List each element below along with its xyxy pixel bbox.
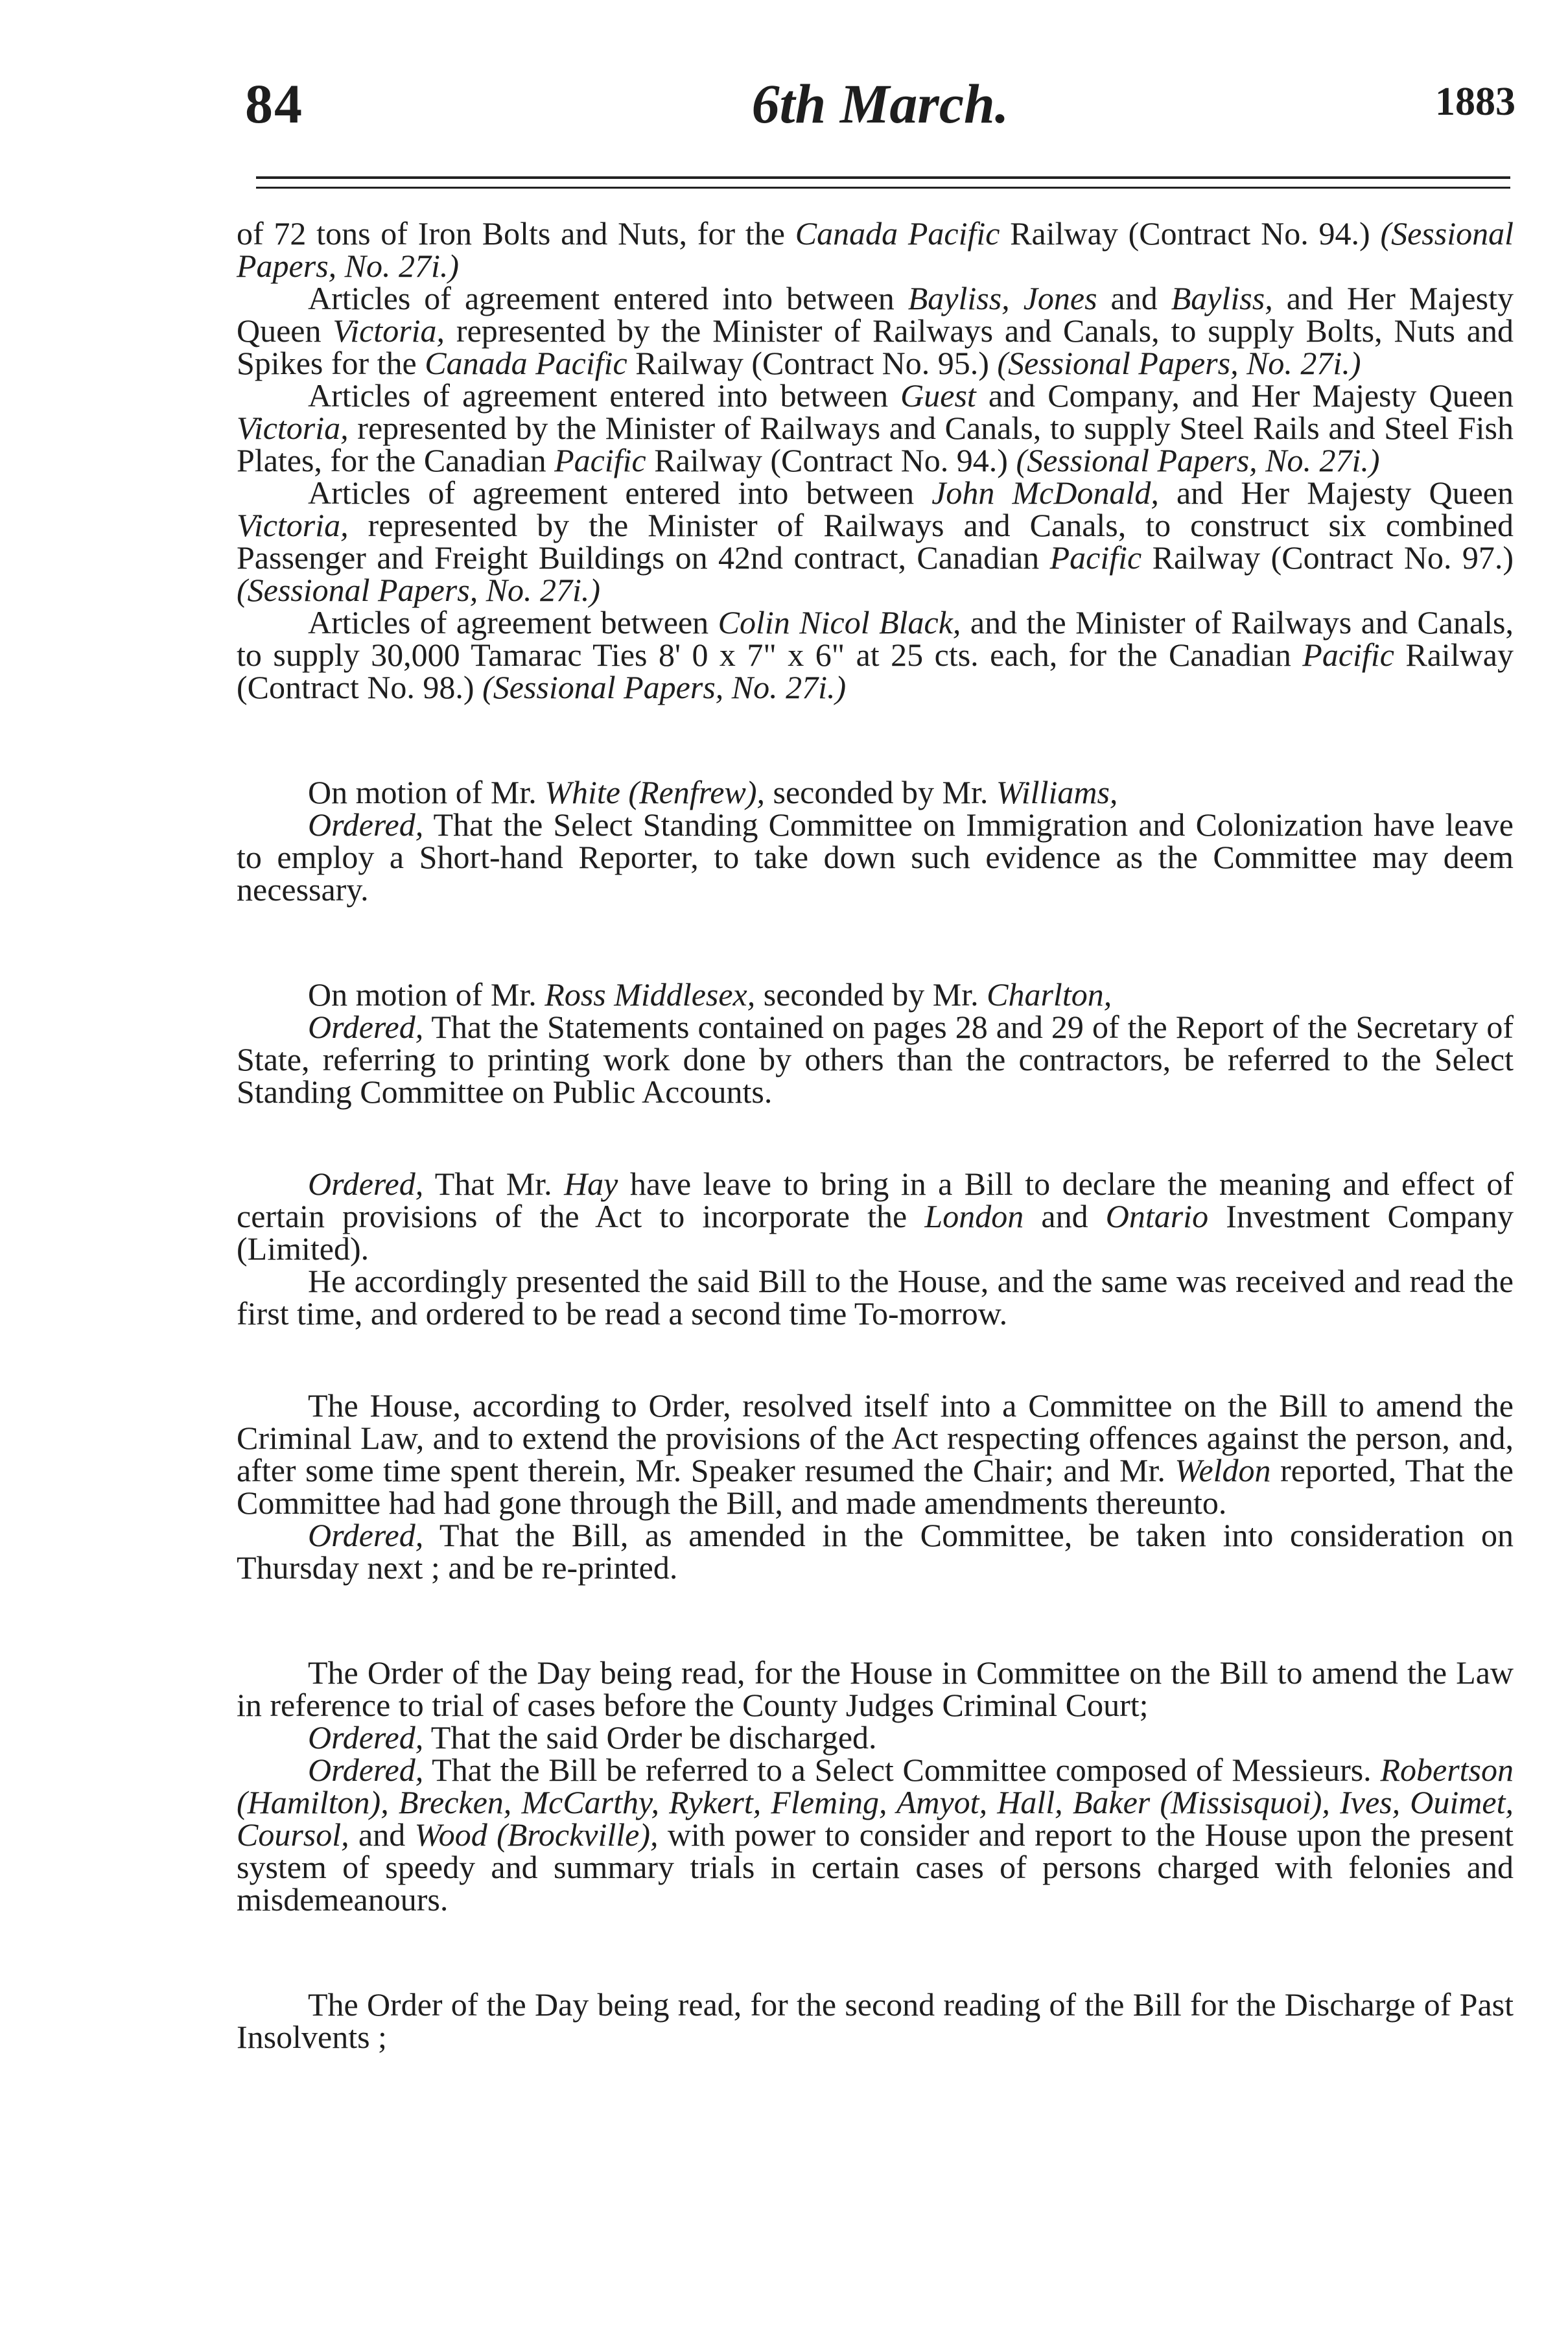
italic-text: John McDonald, [931, 475, 1159, 511]
text-run: That Mr. [423, 1166, 565, 1202]
text-run: On motion of Mr. [308, 976, 545, 1013]
paragraph [237, 1265, 1514, 1330]
text-run: and [1024, 1198, 1106, 1234]
paragraph [237, 476, 1514, 606]
italic-text: Bayliss, Jones [907, 280, 1097, 316]
italic-text: Pacific [1302, 637, 1394, 673]
section-gap [237, 1330, 1514, 1389]
text-run: and Her Majesty Queen [237, 280, 1514, 349]
italic-text: Williams, [996, 774, 1118, 810]
text-run: Railway (Contract No. 94.) [1000, 215, 1381, 252]
text-run: Articles of agreement entered into between [308, 377, 901, 414]
journal-body [237, 217, 1514, 2053]
italic-text: (Sessional Papers, No. 27i.) [237, 572, 601, 608]
section-gap [237, 1108, 1514, 1168]
paragraph [237, 776, 1514, 808]
italic-text: Ordered, [308, 1752, 424, 1788]
italic-text: Bayliss, [1171, 280, 1273, 316]
italic-text: Colin Nicol Black, [718, 604, 961, 640]
text-run: and the Minister of Railways and Canals, to supply 30,000 Tamarac Ties 8' 0 x 7" x 6" at 25 cts. each, for the Canadian [237, 604, 1514, 673]
text-run: and [349, 1816, 415, 1853]
text-run: seconded by Mr. [765, 774, 996, 810]
text-run: seconded by Mr. [755, 976, 987, 1013]
italic-text: Guest [900, 377, 976, 414]
text-run: reported, That the Committee had had gone through the Bill, and made amendments thereunto. [237, 1452, 1514, 1521]
italic-text: Ordered, [308, 1517, 424, 1553]
italic-text: Weldon [1175, 1452, 1271, 1488]
italic-text: Charlton, [987, 976, 1112, 1013]
text-run: That the Select Standing Committee on Immigration and Colonization have leave to employ a Short-hand Reporter, to take down such evidence as the Committee may deem necessary. [237, 806, 1514, 908]
text-run: and Her Majesty Queen [1158, 475, 1514, 511]
text-run: with power to consider and report to the House upon the present system of speedy and summary trials in certain cases of persons charged with felonies and misdemeanours. [237, 1816, 1514, 1918]
header-rule-bottom [256, 187, 1510, 189]
text-run: That the Bill, as amended in the Committee, be taken into consideration on Thursday next ; and be re-printed. [237, 1517, 1514, 1586]
paragraph [237, 1721, 1514, 1754]
paragraph [237, 1656, 1514, 1721]
paragraph [237, 379, 1514, 476]
italic-text: London [924, 1198, 1024, 1234]
text-run: represented by the Minister of Railways and Canals, to supply Steel Rails and Steel Fish Plates, for the Canadian [237, 410, 1514, 478]
header-rule-top [256, 176, 1510, 179]
italic-text: Pacific [1049, 539, 1142, 576]
paragraph [237, 1754, 1514, 1916]
italic-text: Victoria, [237, 410, 349, 446]
italic-text: Ontario [1105, 1198, 1209, 1234]
italic-text: (Sessional Papers, No. 27i.) [482, 669, 847, 705]
italic-text: Ordered, [308, 806, 424, 843]
paragraph [237, 282, 1514, 379]
paragraph [237, 217, 1514, 282]
italic-text: White (Renfrew), [544, 774, 765, 810]
text-run: Investment Company (Limited). [237, 1198, 1514, 1267]
italic-text: Ordered, [308, 1009, 424, 1045]
section-gap [237, 703, 1514, 776]
text-run: Railway (Contract No. 95.) [627, 345, 998, 381]
italic-text: Canada Pacific [795, 215, 1000, 252]
italic-text: Canada Pacific [425, 345, 627, 381]
italic-text: Ross Middlesex, [544, 976, 756, 1013]
text-run: Articles of agreement entered into between [308, 280, 908, 316]
page-date: 6th March. [751, 73, 1009, 135]
text-run: Articles of agreement entered into between [308, 475, 932, 511]
paragraph [237, 978, 1514, 1011]
italic-text: Pacific [554, 442, 646, 478]
paragraph [237, 1988, 1514, 2053]
paragraph [237, 1519, 1514, 1584]
text-run: He accordingly presented the said Bill to the House, and the same was received and read the first time, and ordered to be read a second time To-morrow. [237, 1263, 1514, 1332]
text-run: of 72 tons of Iron Bolts and Nuts, for the [237, 215, 795, 252]
text-run: and Company, and Her Majesty Queen [976, 377, 1514, 414]
italic-text: Wood (Brockville), [414, 1816, 659, 1853]
italic-text: Robertson (Hamilton), Brecken, McCarthy, Rykert, Fleming, Amyot, Hall, Baker (Missisquoi), Ives, Ouimet, Coursol, [237, 1752, 1514, 1853]
page-year: 1883 [1435, 80, 1515, 124]
italic-text: Hay [564, 1166, 618, 1202]
paragraph [237, 1168, 1514, 1265]
section-gap [237, 1584, 1514, 1656]
paragraph [237, 808, 1514, 906]
section-gap [237, 1916, 1514, 1988]
text-run: The Order of the Day being read, for the House in Committee on the Bill to amend the Law in reference to trial of cases before the County Judges Criminal Court; [237, 1654, 1514, 1723]
italic-text: Ordered, [308, 1719, 424, 1756]
italic-text: Victoria, [333, 312, 445, 349]
italic-text: Victoria, [237, 507, 349, 543]
text-run: The House, according to Order, resolved itself into a Committee on the Bill to amend the Criminal Law, and to extend the provisions of the Act respecting offences against the person, and, after some time spent therein, Mr. Speaker resumed the Chair; and Mr. [237, 1387, 1514, 1488]
italic-text: (Sessional Papers, No. 27i.) [1016, 442, 1380, 478]
text-run: That the Statements contained on pages 28 and 29 of the Report of the Secretary of State, referring to printing work done by others than the contractors, be referred to the Select Standing Committee on Public Accounts. [237, 1009, 1514, 1110]
text-run: The Order of the Day being read, for the second reading of the Bill for the Discharge of Past Insolvents ; [237, 1986, 1514, 2055]
text-run: That the Bill be referred to a Select Committee composed of Messieurs. [423, 1752, 1381, 1788]
text-run: and [1097, 280, 1171, 316]
page-number: 84 [245, 73, 303, 135]
italic-text: Ordered, [308, 1166, 424, 1202]
section-gap [237, 906, 1514, 978]
italic-text: (Sessional Papers, No. 27i.) [237, 215, 1514, 284]
page-header [245, 71, 1515, 143]
text-run: Railway (Contract No. 97.) [1141, 539, 1514, 576]
text-run: On motion of Mr. [308, 774, 545, 810]
text-run: have leave to bring in a Bill to declare the meaning and effect of certain provisions of the Act to incorporate the [237, 1166, 1514, 1234]
paragraph [237, 606, 1514, 703]
text-run: represented by the Minister of Railways and Canals, to construct six combined Passenger and Freight Buildings on 42nd contract, Canadian [237, 507, 1514, 576]
italic-text: (Sessional Papers, No. 27i.) [997, 345, 1361, 381]
text-run: Railway (Contract No. 98.) [237, 637, 1514, 705]
paragraph [237, 1389, 1514, 1519]
paragraph [237, 1011, 1514, 1108]
text-run: Railway (Contract No. 94.) [646, 442, 1016, 478]
text-run: represented by the Minister of Railways and Canals, to supply Bolts, Nuts and Spikes for the [237, 312, 1514, 381]
text-run: That the said Order be discharged. [423, 1719, 877, 1756]
text-run: Articles of agreement between [308, 604, 718, 640]
